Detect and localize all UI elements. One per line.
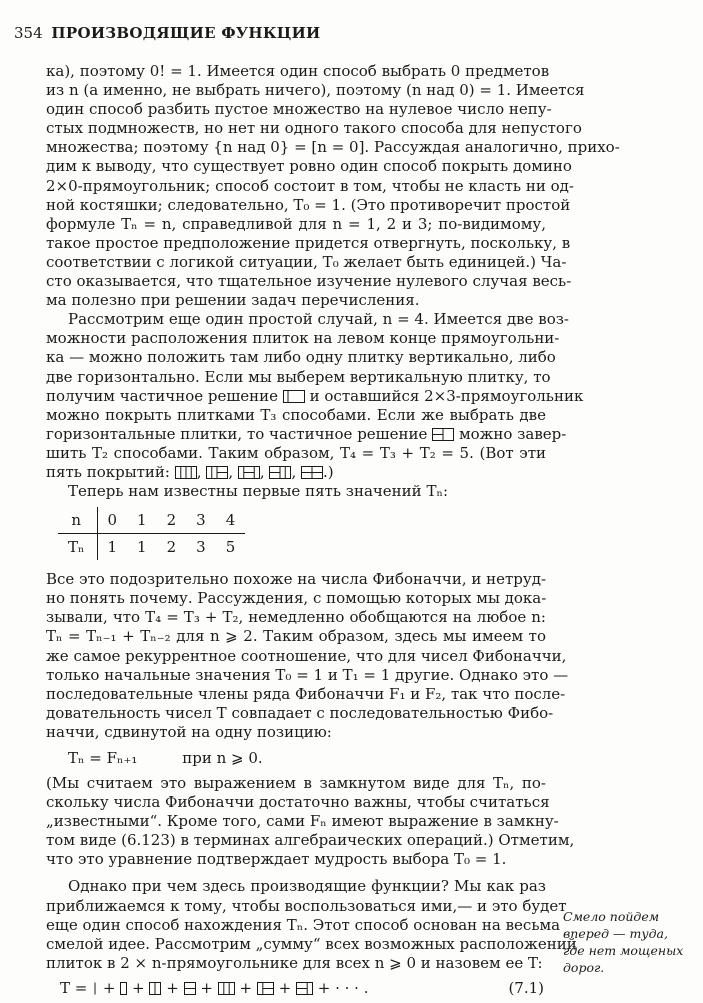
- table-cell: 1: [107, 538, 118, 557]
- text-line: же самое рекуррентное соотношение, что для чисел Фибоначчи,: [46, 646, 567, 665]
- text-line: [46, 463, 546, 482]
- tiling-vvh-icon: [206, 466, 228, 479]
- plus-sign: +: [132, 978, 145, 997]
- equation-lhs: T =: [60, 978, 88, 997]
- text-line: скольку числа Фибоначчи достаточно важны, чтобы считаться: [46, 793, 550, 812]
- tiling-hh-icon: [301, 466, 323, 479]
- table-cell: 5: [225, 538, 236, 557]
- equation-7-1: [46, 973, 546, 1003]
- tiling-hvv-icon: [269, 466, 291, 479]
- paragraph-zero-case: [46, 62, 620, 310]
- table-cell: 1: [137, 538, 147, 557]
- text-fragment: .): [323, 462, 334, 481]
- paragraph-n4-case: [46, 310, 584, 482]
- text-line: из n (а именно, не выбрать ничего), поэтому (n над 0) = 1. Имеется: [46, 81, 585, 100]
- text-line: такое простое предположение придется отвергнуть, поскольку, в: [46, 233, 571, 252]
- text-line: ка), поэтому 0! = 1. Имеется один способ выбрать 0 предметов: [46, 62, 550, 80]
- text-line: зывали, что T₄ = T₃ + T₂, немедленно обобщаются на любое n:: [46, 608, 546, 627]
- tiling-vvvv-icon: [175, 466, 197, 479]
- text-line: (Мы считаем это выражением в замкнутом виде для Tₙ, по-: [46, 774, 546, 792]
- text-line: только начальные значения T₀ = 1 и T₁ = 1 другие. Однако это —: [46, 665, 569, 684]
- table-cell: 2: [157, 507, 187, 534]
- formula-condition: при n ⩾ 0.: [182, 749, 263, 767]
- text-line: приближаемся к тому, чтобы воспользоваться ими,— и это будет: [46, 896, 567, 915]
- text-line: один способ разбить пустое множество на нулевое число непу-: [46, 100, 552, 119]
- plus-sign: +: [166, 978, 179, 997]
- margin-note-line: где нет мощеных: [563, 943, 684, 958]
- text-line: ка — можно положить там либо одну плитку вертикально, либо: [46, 348, 556, 367]
- text-line: еще один способ нахождения Tₙ. Этот способ основан на весьма: [46, 915, 561, 934]
- tiling-vv-icon: [149, 982, 161, 995]
- values-table: [58, 507, 245, 560]
- text-line: формуле Tₙ = n, справедливой для n = 1, 2 и 3; по-видимому,: [46, 214, 546, 233]
- text-line: 2×0-прямоугольник; способ состоит в том, чтобы не класть ни од-: [46, 176, 574, 195]
- running-header: [14, 24, 321, 42]
- text-fragment: горизонтальные плитки, то частичное решение: [46, 424, 428, 443]
- separator: ,: [228, 462, 234, 481]
- plus-sign: +: [200, 978, 213, 997]
- separator: ,: [259, 462, 265, 481]
- tiling-horizontal-partial-icon: [432, 428, 454, 441]
- display-formula: [46, 742, 546, 774]
- text-line: две горизонтально. Если мы выберем вертикальную плитку, то: [46, 367, 551, 386]
- table-cell: 3: [186, 507, 216, 534]
- text-fragment: и оставшийся 2×3-прямоугольник: [309, 386, 584, 405]
- text-line: Однако при чем здесь производящие функции? Мы как раз: [68, 877, 546, 896]
- tiling-hv-icon: [296, 982, 313, 995]
- text-line: стых подмножеств, но нет ни одного такого способа для непустого: [46, 119, 582, 138]
- paragraph-generating-functions: [46, 877, 577, 972]
- text-line: „известными“. Кроме того, сами Fₙ имеют выражение в замкну-: [46, 812, 559, 831]
- text-fragment: можно завер-: [458, 424, 567, 443]
- text-line: можности расположения плиток на левом конце прямоугольни-: [46, 329, 560, 348]
- equation-tail: + · · · .: [317, 978, 369, 997]
- table-cell: 2: [166, 538, 177, 557]
- plus-sign: +: [102, 978, 116, 997]
- text-line: последовательные члены ряда Фибоначчи F₁ и F₂, так что после-: [46, 684, 566, 703]
- table-intro: Теперь нам известны первые пять значений Tₙ:: [68, 482, 448, 501]
- page-number: 354: [14, 24, 43, 42]
- plus-sign: +: [239, 978, 253, 997]
- plus-sign: +: [278, 978, 292, 997]
- text-fragment: пять покрытий:: [46, 462, 170, 481]
- text-line: дим к выводу, что существует ровно один способ покрыть домино: [46, 157, 572, 176]
- table-header-n: n: [58, 507, 97, 534]
- paragraph-fibonacci: [46, 570, 569, 742]
- margin-note-line: вперед — туда,: [563, 926, 668, 941]
- paragraph-closed-form: [46, 774, 575, 869]
- text-line: что это уравнение подтверждает мудрость выбора T₀ = 1.: [46, 850, 507, 869]
- separator: ,: [196, 462, 202, 481]
- equation-number: (7.1): [508, 978, 544, 997]
- text-line: Рассмотрим еще один простой случай, n = 4. Имеется две воз-: [68, 310, 569, 329]
- text-line: [46, 424, 567, 444]
- text-line: довательность чисел T совпадает с последовательностью Фибо-: [46, 703, 554, 722]
- table-cell: 4: [216, 507, 246, 534]
- text-line: смелой идее. Рассмотрим „сумму“ всех возможных расположений: [46, 934, 577, 953]
- text-line: Все это подозрительно похоже на числа Фибоначчи, и нетруд-: [46, 570, 547, 589]
- tiling-vhv-icon: [238, 466, 260, 479]
- table-header-tn: Tₙ: [58, 534, 97, 561]
- table-cell: 1: [127, 507, 157, 534]
- text-line: но понять почему. Рассуждения, с помощью которых мы дока-: [46, 589, 547, 608]
- chapter-title: ПРОИЗВОДЯЩИЕ ФУНКЦИИ: [51, 24, 321, 42]
- text-line: шить T₂ способами. Таким образом, T₄ = T₃ + T₂ = 5. (Вот эти: [46, 443, 546, 462]
- formula: Tₙ = Fₙ₊₁: [68, 749, 138, 767]
- tiling-vertical-partial-icon: [283, 390, 305, 403]
- text-line: [46, 386, 584, 406]
- table-cell: 0: [97, 507, 127, 534]
- tiling-v-icon: [120, 982, 127, 995]
- text-line: ной костяшки; следовательно, T₀ = 1. (Это противоречит простой: [46, 195, 571, 214]
- text-fragment: получим частичное решение: [46, 386, 279, 405]
- separator: ,: [291, 462, 297, 481]
- margin-note-line: дорог.: [563, 960, 605, 975]
- margin-note: [563, 908, 693, 976]
- text-line: можно покрыть плитками T₃ способами. Если же выбрать две: [46, 405, 546, 424]
- text-line: соответствии с логикой ситуации, T₀ желает быть единицей.) Ча-: [46, 252, 567, 271]
- text-line: наччи, сдвинутой на одну позицию:: [46, 722, 332, 741]
- tiling-h-icon: [184, 982, 196, 995]
- text-line: сто оказывается, что тщательное изучение нулевого случая весь-: [46, 272, 572, 291]
- text-line: том виде (6.123) в терминах алгебраических операций.) Отметим,: [46, 831, 575, 850]
- tiling-empty-icon: [92, 982, 98, 995]
- text-line: множества; поэтому {n над 0} = [n = 0]. Рассуждая аналогично, прихо-: [46, 138, 620, 157]
- tiling-vh-icon: [257, 982, 274, 995]
- margin-note-line: Смело пойдем: [563, 909, 660, 924]
- text-line: ма полезно при решении задач перечисления.: [46, 291, 420, 310]
- tiling-vvv-icon: [218, 982, 235, 995]
- text-line: Tₙ = Tₙ₋₁ + Tₙ₋₂ для n ⩾ 2. Таким образом, здесь мы имеем то: [46, 627, 546, 646]
- table-cell: 3: [196, 538, 206, 557]
- text-line: плиток в 2 × n-прямоугольнике для всех n ⩾ 0 и назовем ее T:: [46, 953, 543, 972]
